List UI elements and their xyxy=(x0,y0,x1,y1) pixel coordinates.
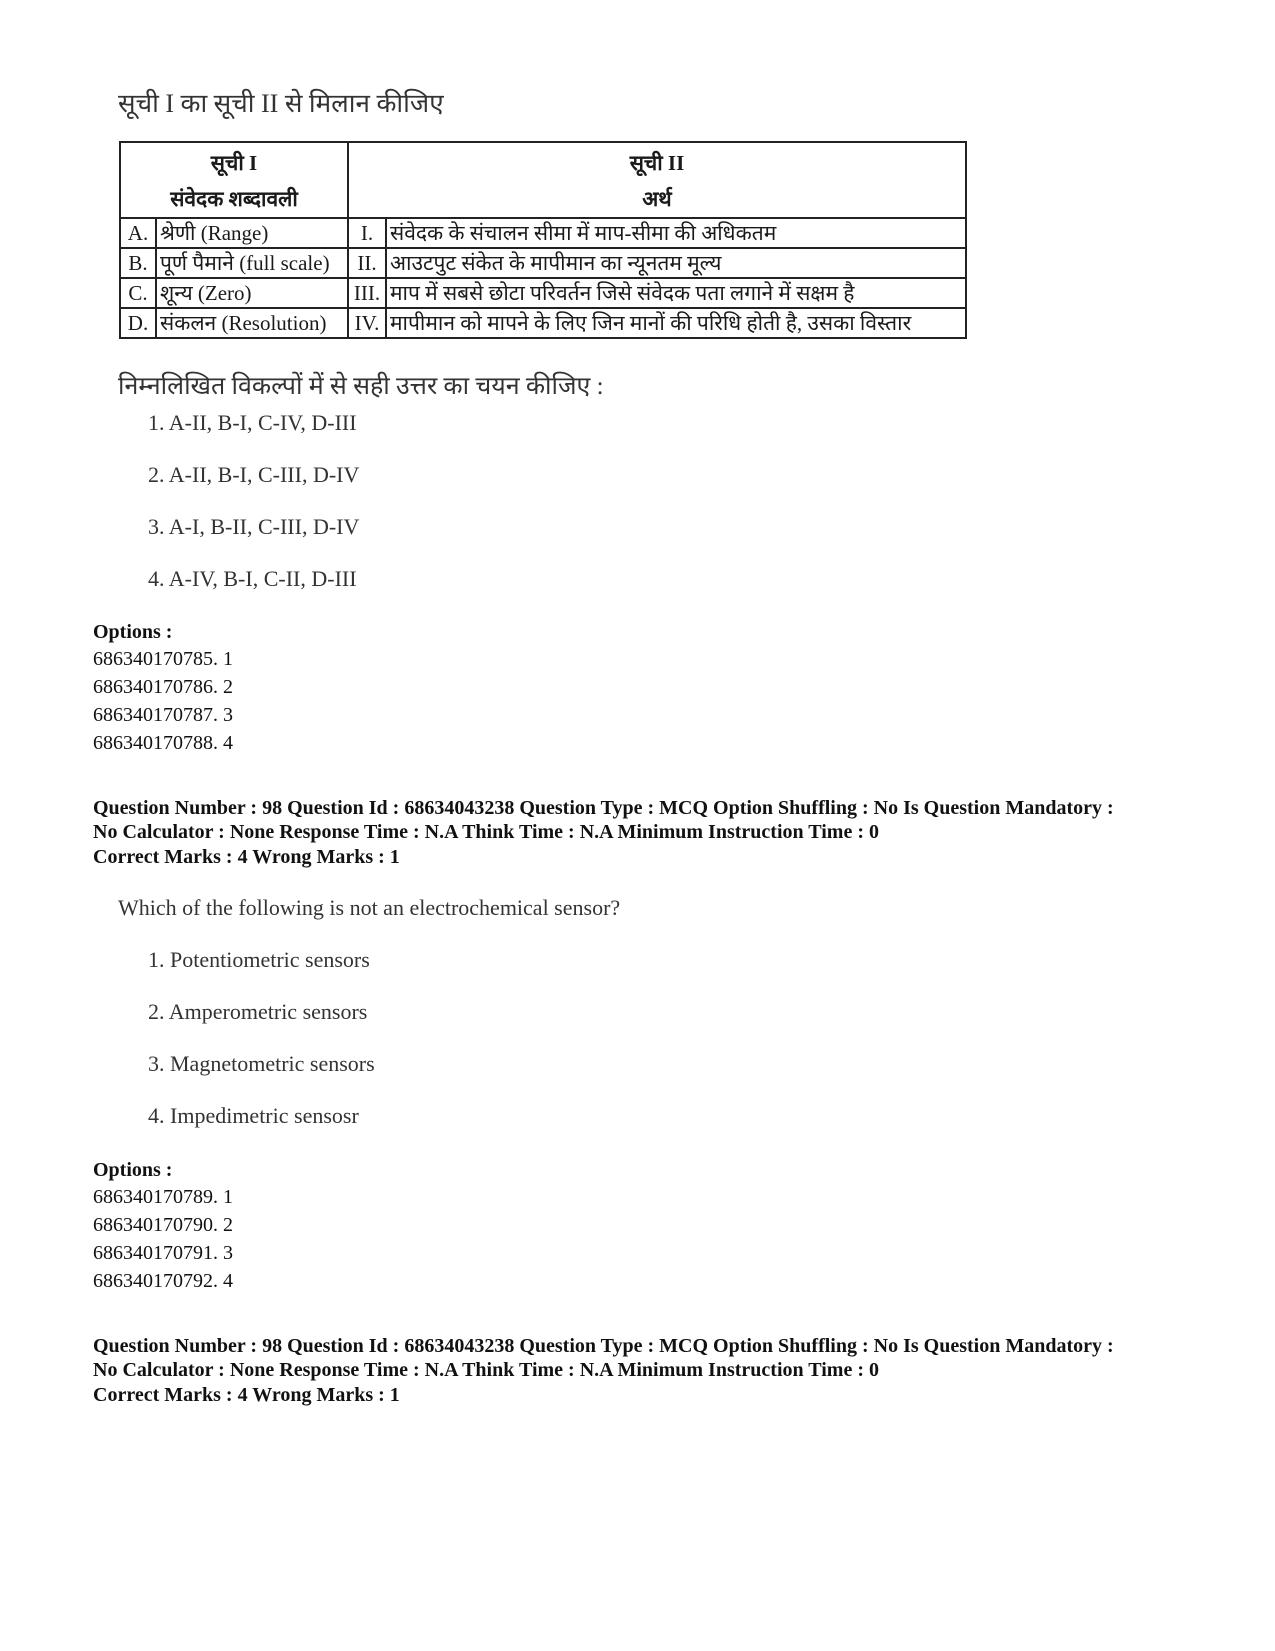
choice-4: 4. A-IV, B-I, C-II, D-III xyxy=(148,566,357,591)
question-text: Which of the following is not an electrochemical sensor? xyxy=(118,895,621,920)
row-meaning: मापीमान को मापने के लिए जिन मानों की परिधि होती है, उसका विस्तार xyxy=(386,308,966,338)
table-row xyxy=(120,248,966,278)
option-id-3: 686340170791. 3 xyxy=(93,1242,233,1264)
choice-2: 2. A-II, B-I, C-III, D-IV xyxy=(148,462,360,487)
choose-prompt: निम्नलिखित विकल्पों में से सही उत्तर का चयन कीजिए : xyxy=(118,373,604,400)
row-meaning: माप में सबसे छोटा परिवर्तन जिसे संवेदक पता लगाने में सक्षम है xyxy=(386,278,966,308)
table-row xyxy=(120,308,966,338)
question-meta xyxy=(93,1334,1213,1382)
match-table-header xyxy=(120,142,966,218)
list-1-title: सूची I xyxy=(210,151,258,175)
table-row xyxy=(120,218,966,248)
row-roman: I. xyxy=(348,218,386,248)
question-meta-line-2: No Calculator : None Response Time : N.A Think Time : N.A Minimum Instruction Time : 0 xyxy=(93,821,879,843)
choice-3: 3. Magnetometric sensors xyxy=(148,1051,375,1076)
row-label: A. xyxy=(120,218,156,248)
question-meta-line-1: Question Number : 98 Question Id : 68634043238 Question Type : MCQ Option Shuffling : No Is Question Mandatory : xyxy=(93,797,1114,819)
row-label: C. xyxy=(120,278,156,308)
list-2-title: सूची II xyxy=(629,151,685,175)
row-term: पूर्ण पैमाने (full scale) xyxy=(156,248,348,278)
list-2-subtitle: अर्थ xyxy=(642,187,672,211)
list-1-subtitle: संवेदक शब्दावली xyxy=(170,187,298,211)
question-meta-line-1: Question Number : 98 Question Id : 68634043238 Question Type : MCQ Option Shuffling : No Is Question Mandatory : xyxy=(93,1335,1114,1357)
option-id-2: 686340170786. 2 xyxy=(93,676,233,698)
options-label: Options : xyxy=(93,621,173,643)
list-1-header xyxy=(120,142,348,218)
option-id-3: 686340170787. 3 xyxy=(93,704,233,726)
row-meaning: संवेदक के संचालन सीमा में माप-सीमा की अधिकतम xyxy=(386,218,966,248)
question-marks: Correct Marks : 4 Wrong Marks : 1 xyxy=(93,1384,400,1406)
row-term: श्रेणी (Range) xyxy=(156,218,348,248)
option-id-2: 686340170790. 2 xyxy=(93,1214,233,1236)
match-table xyxy=(119,141,967,339)
row-term: शून्य (Zero) xyxy=(156,278,348,308)
row-meaning: आउटपुट संकेत के मापीमान का न्यूनतम मूल्य xyxy=(386,248,966,278)
option-id-1: 686340170789. 1 xyxy=(93,1186,233,1208)
row-label: B. xyxy=(120,248,156,278)
row-roman: III. xyxy=(348,278,386,308)
table-row xyxy=(120,278,966,308)
choice-3: 3. A-I, B-II, C-III, D-IV xyxy=(148,514,360,539)
question-meta-line-2: No Calculator : None Response Time : N.A Think Time : N.A Minimum Instruction Time : 0 xyxy=(93,1359,879,1381)
option-id-4: 686340170788. 4 xyxy=(93,732,233,754)
choice-1: 1. A-II, B-I, C-IV, D-III xyxy=(148,410,357,435)
row-term: संकलन (Resolution) xyxy=(156,308,348,338)
match-instruction: सूची I का सूची II से मिलान कीजिए xyxy=(118,89,444,118)
option-id-1: 686340170785. 1 xyxy=(93,648,233,670)
choice-2: 2. Amperometric sensors xyxy=(148,999,368,1024)
option-id-4: 686340170792. 4 xyxy=(93,1270,233,1292)
choice-1: 1. Potentiometric sensors xyxy=(148,947,370,972)
question-marks: Correct Marks : 4 Wrong Marks : 1 xyxy=(93,846,400,868)
options-label: Options : xyxy=(93,1159,173,1181)
choice-4: 4. Impedimetric sensosr xyxy=(148,1103,359,1128)
question-meta xyxy=(93,796,1213,844)
list-2-header xyxy=(348,142,966,218)
row-label: D. xyxy=(120,308,156,338)
row-roman: II. xyxy=(348,248,386,278)
row-roman: IV. xyxy=(348,308,386,338)
